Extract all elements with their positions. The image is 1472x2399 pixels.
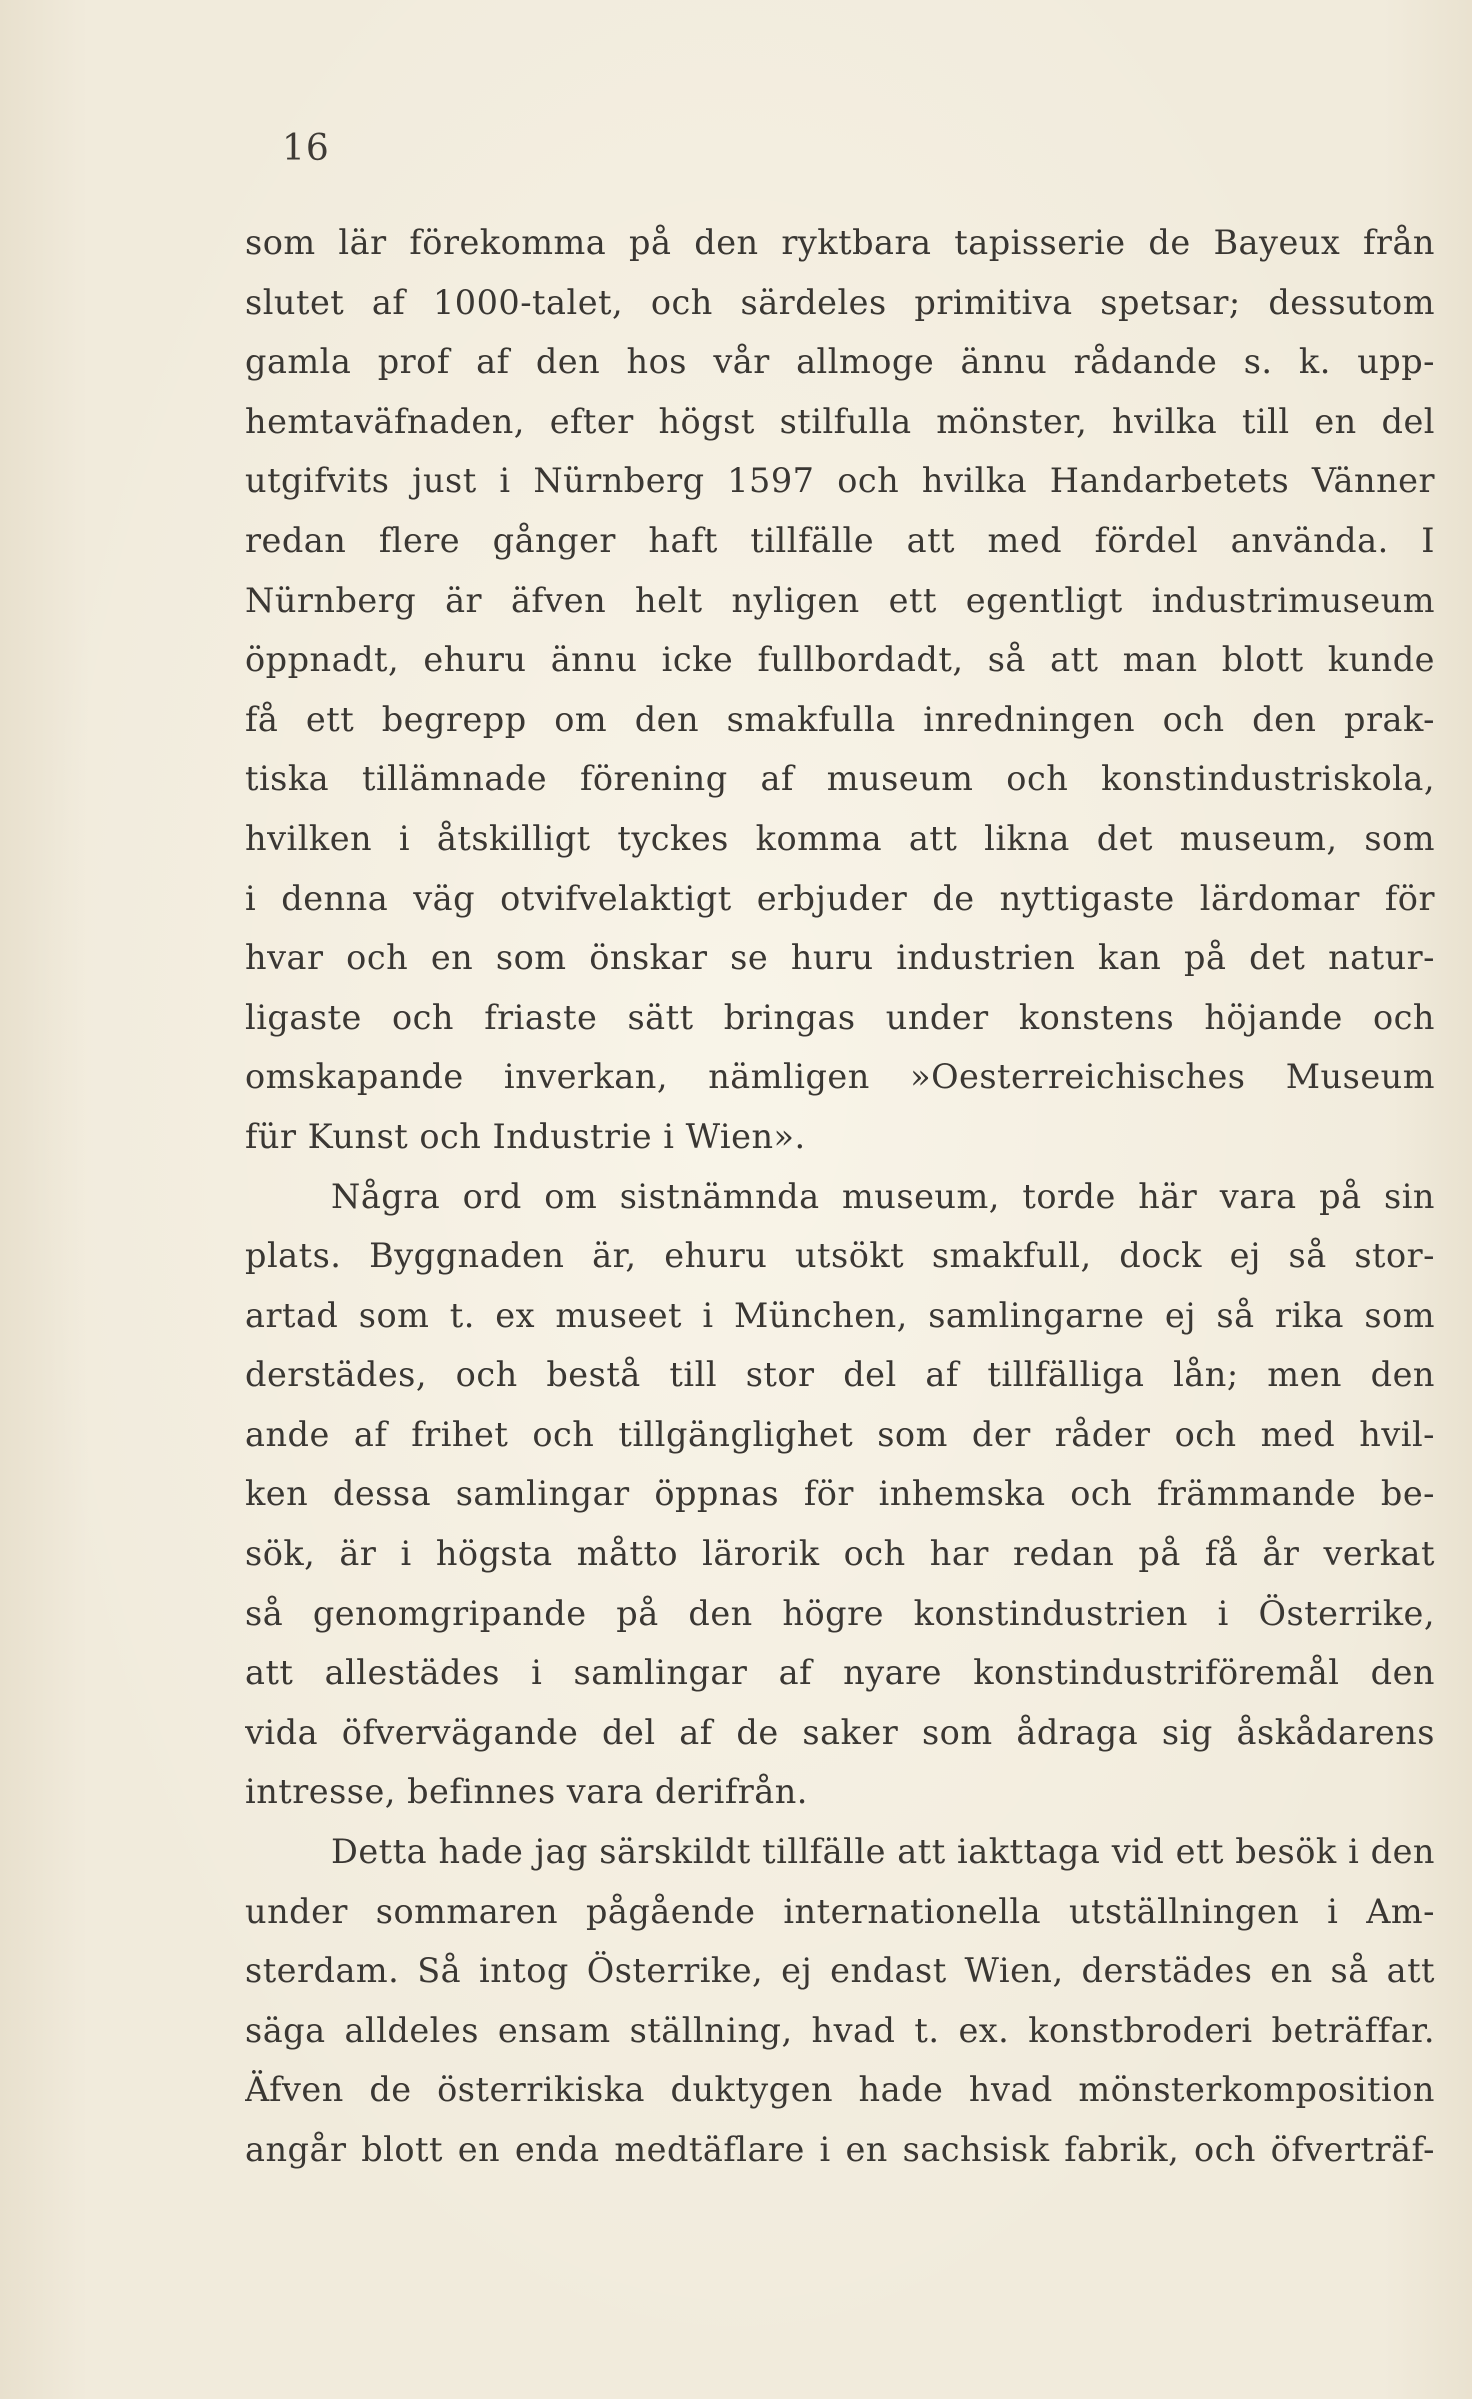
text-line: få ett begrepp om den smakfulla inredningen och den prak- — [245, 699, 1435, 739]
body-text — [245, 213, 1435, 2180]
text-line: öppnadt, ehuru ännu icke fullbordadt, så att man blott kunde — [245, 640, 1435, 680]
text-line: utgifvits just i Nürnberg 1597 och hvilka Handarbetets Vänner — [245, 461, 1435, 501]
text-line: redan flere gånger haft tillfälle att med fördel använda. I — [245, 520, 1435, 560]
text-line: angår blott en enda medtäflare i en sachsisk fabrik, och öfverträf- — [245, 2130, 1435, 2169]
text-line: sterdam. Så intog Österrike, ej endast Wien, derstädes en så att — [245, 1951, 1435, 1991]
text-line: ligaste och friaste sätt bringas under konstens höjande och — [245, 997, 1435, 1037]
text-line: hemtaväfnaden, efter högst stilfulla mönster, hvilka till en del — [245, 401, 1435, 441]
text-line: omskapande inverkan, nämligen »Oesterreichisches Museum — [245, 1057, 1435, 1097]
text-line: säga alldeles ensam ställning, hvad t. ex. konstbroderi beträffar. — [245, 2010, 1435, 2050]
text-line: i denna väg otvifvelaktigt erbjuder de nyttigaste lärdomar för — [245, 878, 1435, 918]
text-line: tiska tillämnade förening af museum och konstindustriskola, — [245, 759, 1435, 799]
text-line: sök, är i högsta måtto lärorik och har redan på få år verkat — [245, 1534, 1435, 1574]
text-line: hvar och en som önskar se huru industrien kan på det natur- — [245, 938, 1435, 978]
text-line: under sommaren pågående internationella utställningen i Am- — [245, 1891, 1435, 1931]
text-line: ande af frihet och tillgänglighet som der råder och med hvil- — [245, 1414, 1435, 1454]
text-line: Detta hade jag särskildt tillfälle att iakttaga vid ett besök i den — [331, 1832, 1435, 1872]
page-number: 16 — [282, 128, 330, 169]
text-line: Nürnberg är äfven helt nyligen ett egentligt industrimuseum — [245, 580, 1435, 620]
text-line: artad som t. ex museet i München, samlingarne ej så rika som — [245, 1295, 1435, 1335]
text-line: Äfven de österrikiska duktygen hade hvad mönsterkomposition — [245, 2070, 1435, 2110]
text-line: vida öfvervägande del af de saker som ådraga sig åskådarens — [245, 1712, 1435, 1752]
text-line: slutet af 1000-talet, och särdeles primitiva spetsar; dessutom — [245, 282, 1435, 322]
text-line: intresse, befinnes vara derifrån. — [245, 1772, 808, 1812]
text-line: att allestädes i samlingar af nyare konstindustriföremål den — [245, 1653, 1435, 1693]
text-line: hvilken i åtskilligt tyckes komma att likna det museum, som — [245, 818, 1435, 858]
text-line: für Kunst och Industrie i Wien». — [245, 1116, 806, 1156]
text-line: plats. Byggnaden är, ehuru utsökt smakfull, dock ej så stor- — [245, 1236, 1435, 1276]
text-line: gamla prof af den hos vår allmoge ännu rådande s. k. upp- — [245, 342, 1435, 382]
text-line: så genomgripande på den högre konstindustrien i Österrike, — [245, 1593, 1435, 1633]
text-line: Några ord om sistnämnda museum, torde här vara på sin — [331, 1176, 1435, 1216]
text-line: ken dessa samlingar öppnas för inhemska och främmande be- — [245, 1474, 1435, 1514]
text-line: som lär förekomma på den ryktbara tapisserie de Bayeux från — [245, 223, 1435, 262]
text-line: derstädes, och bestå till stor del af tillfälliga lån; men den — [245, 1355, 1435, 1395]
